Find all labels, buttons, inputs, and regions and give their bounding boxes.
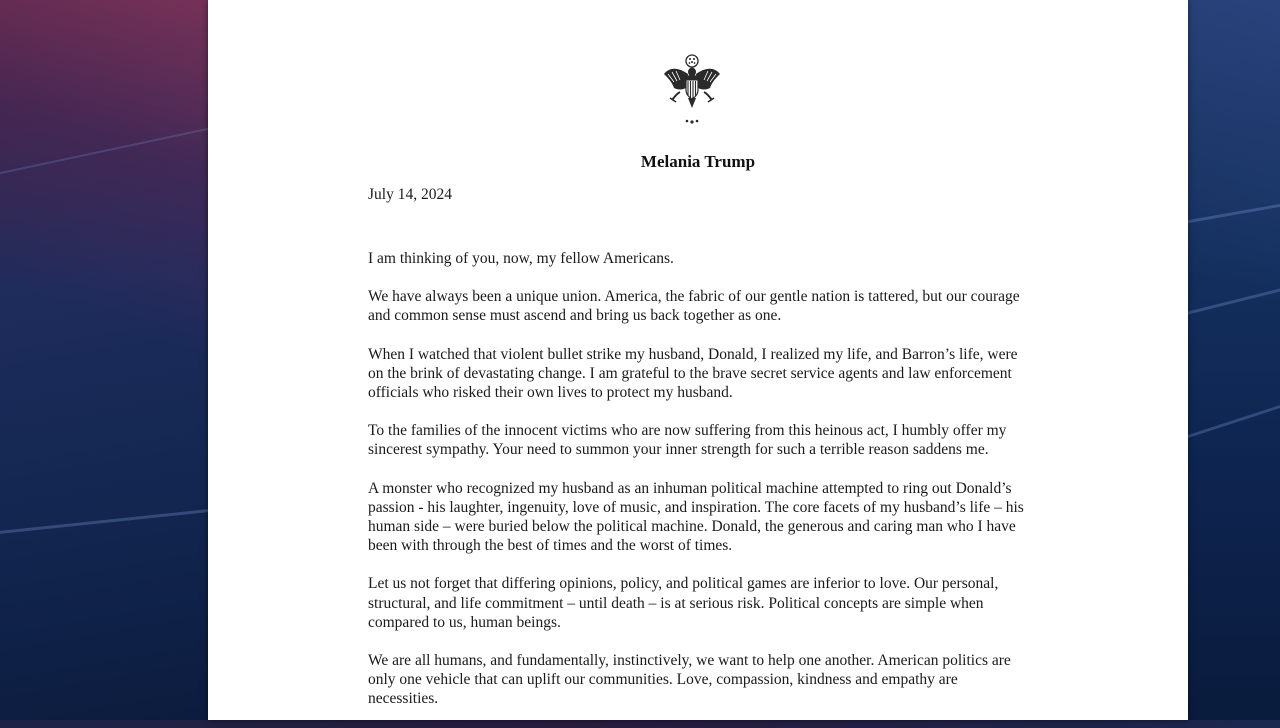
- background-right-panel: [1188, 0, 1280, 720]
- letter-paragraph: We are all humans, and fundamentally, instinctively, we want to help one another. American politics are only one vehicle that can uplift our communities. Love, compassion, kindness and empathy are necessities.: [368, 652, 1011, 708]
- letter-paragraph: When I watched that violent bullet strike my husband, Donald, I realized my life, and Barron’s life, were on the brink of devastating change. I am grateful to the brave secret service agents and law enforcement officials who risked their own lives to protect my husband.: [368, 345, 1018, 402]
- letter-paragraph: Let us not forget that differing opinions, policy, and political games are inferior to love. Our personal, structural, and life commitment – until death – is at serious risk. Political concepts are simple when compared to us, human beings.: [368, 575, 999, 631]
- letterhead-name: Melania Trump: [640, 152, 756, 171]
- letter-date: July 14, 2024: [368, 186, 452, 203]
- letter-paragraph: To the families of the innocent victims who are now suffering from this heinous act, I humbly offer my sincerest sympathy. Your need to summon your inner strength for such a terrible reason saddens me.: [368, 422, 1007, 459]
- letter-paragraph: I am thinking of you, now, my fellow Americans.: [368, 250, 674, 267]
- letter-paragraph: A monster who recognized my husband as an inhuman political machine attempted to ring out Donald’s passion - his laughter, ingenuity, love of music, and inspiration. The core facets of my husband’s life – his human side – were buried below the political machine. Donald, the generous and caring man who I have been with through the best of times and the worst of times.: [368, 479, 1024, 555]
- letter-paragraph: We have always been a unique union. America, the fabric of our gentle nation is tattered, but our courage and common sense must ascend and bring us back together as one.: [368, 288, 1020, 325]
- background-left-panel: [0, 0, 208, 720]
- letter-page: [208, 0, 1188, 720]
- eagle-seal-icon: [660, 52, 724, 128]
- letter-body: [368, 249, 1028, 728]
